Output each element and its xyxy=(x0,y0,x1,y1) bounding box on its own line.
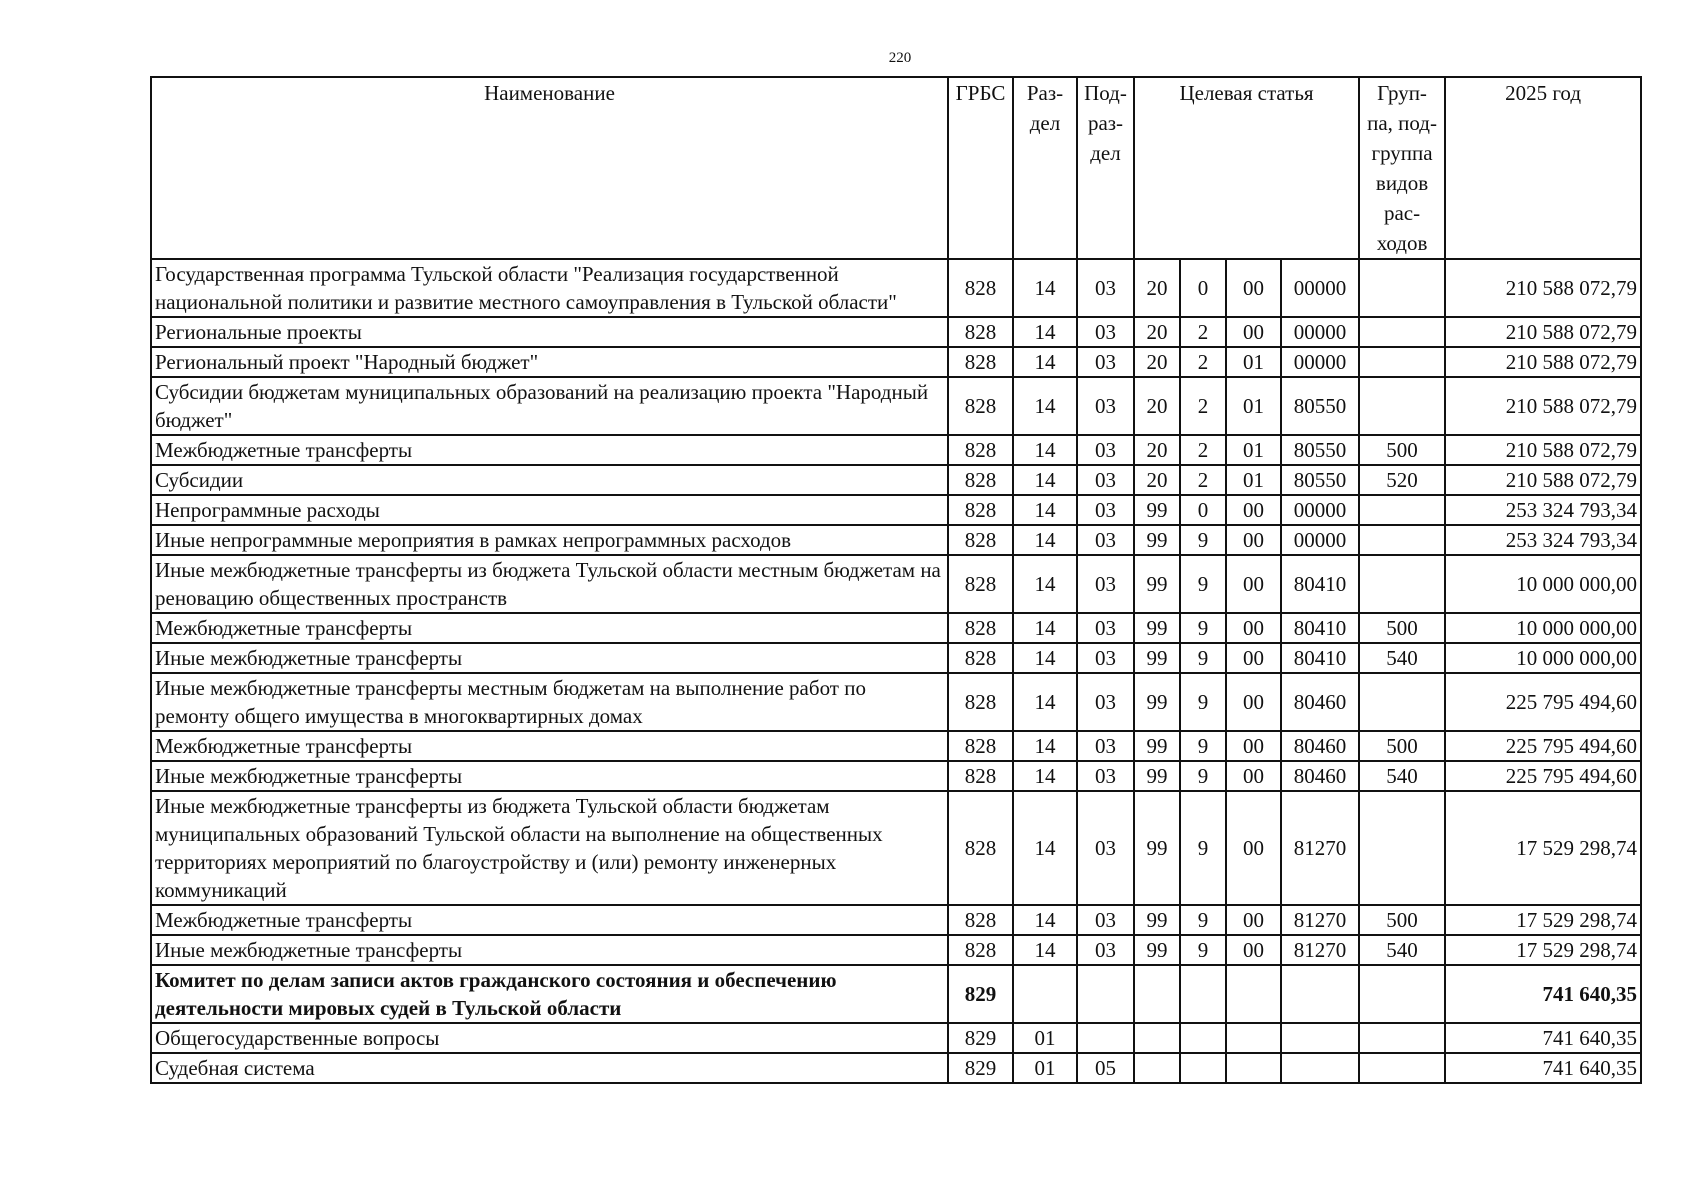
row-name: Иные межбюджетные трансферты xyxy=(151,935,948,965)
row-name: Межбюджетные трансферты xyxy=(151,905,948,935)
row-grbs: 828 xyxy=(948,673,1013,731)
row-target-type: 9 xyxy=(1180,525,1226,555)
budget-table xyxy=(150,76,1642,1084)
row-expense-group: 540 xyxy=(1359,761,1445,791)
row-podrazdel: 03 xyxy=(1077,259,1134,317)
table-row xyxy=(151,1023,1641,1053)
row-target-subtype: 00 xyxy=(1226,525,1281,555)
row-target-code: 81270 xyxy=(1281,935,1359,965)
row-target-program: 20 xyxy=(1134,377,1180,435)
row-razdel: 14 xyxy=(1013,905,1077,935)
row-podrazdel: 03 xyxy=(1077,613,1134,643)
row-razdel: 14 xyxy=(1013,555,1077,613)
row-target-type: 9 xyxy=(1180,613,1226,643)
row-target-program: 99 xyxy=(1134,495,1180,525)
row-name: Иные межбюджетные трансферты xyxy=(151,761,948,791)
row-target-type: 9 xyxy=(1180,761,1226,791)
row-target-program: 99 xyxy=(1134,905,1180,935)
row-target-program: 20 xyxy=(1134,347,1180,377)
row-grbs: 828 xyxy=(948,791,1013,905)
row-amount: 210 588 072,79 xyxy=(1445,465,1641,495)
table-row xyxy=(151,935,1641,965)
row-grbs: 828 xyxy=(948,643,1013,673)
table-row xyxy=(151,347,1641,377)
header-expense-group: Груп- па, под- группа видов рас- ходов xyxy=(1359,77,1445,259)
row-grbs: 828 xyxy=(948,555,1013,613)
row-amount: 17 529 298,74 xyxy=(1445,905,1641,935)
row-expense-group xyxy=(1359,377,1445,435)
row-razdel xyxy=(1013,965,1077,1023)
row-target-code: 81270 xyxy=(1281,905,1359,935)
row-target-program: 99 xyxy=(1134,643,1180,673)
row-razdel: 14 xyxy=(1013,673,1077,731)
row-razdel: 14 xyxy=(1013,935,1077,965)
row-target-code: 80460 xyxy=(1281,673,1359,731)
row-podrazdel: 03 xyxy=(1077,377,1134,435)
row-grbs: 828 xyxy=(948,495,1013,525)
row-name: Межбюджетные трансферты xyxy=(151,613,948,643)
row-target-program: 99 xyxy=(1134,761,1180,791)
table-row xyxy=(151,435,1641,465)
row-expense-group xyxy=(1359,347,1445,377)
row-expense-group: 540 xyxy=(1359,935,1445,965)
row-target-code: 80550 xyxy=(1281,377,1359,435)
row-podrazdel: 03 xyxy=(1077,935,1134,965)
row-target-subtype: 01 xyxy=(1226,347,1281,377)
row-grbs: 828 xyxy=(948,761,1013,791)
row-razdel: 14 xyxy=(1013,259,1077,317)
row-target-program: 99 xyxy=(1134,731,1180,761)
row-grbs: 829 xyxy=(948,965,1013,1023)
row-expense-group xyxy=(1359,555,1445,613)
row-grbs: 828 xyxy=(948,435,1013,465)
row-amount: 225 795 494,60 xyxy=(1445,761,1641,791)
table-header-row xyxy=(151,77,1641,259)
table-row xyxy=(151,673,1641,731)
row-target-type xyxy=(1180,965,1226,1023)
row-target-code xyxy=(1281,1023,1359,1053)
row-podrazdel: 05 xyxy=(1077,1053,1134,1083)
row-target-type: 9 xyxy=(1180,643,1226,673)
table-row xyxy=(151,377,1641,435)
row-expense-group xyxy=(1359,317,1445,347)
row-expense-group: 500 xyxy=(1359,613,1445,643)
row-target-subtype xyxy=(1226,1023,1281,1053)
row-target-type: 2 xyxy=(1180,465,1226,495)
row-razdel: 14 xyxy=(1013,761,1077,791)
row-target-program xyxy=(1134,1053,1180,1083)
table-row xyxy=(151,317,1641,347)
row-expense-group xyxy=(1359,495,1445,525)
row-amount: 10 000 000,00 xyxy=(1445,643,1641,673)
row-podrazdel: 03 xyxy=(1077,761,1134,791)
row-target-code xyxy=(1281,965,1359,1023)
row-target-subtype: 00 xyxy=(1226,905,1281,935)
row-target-subtype: 01 xyxy=(1226,465,1281,495)
row-name: Межбюджетные трансферты xyxy=(151,731,948,761)
row-target-code xyxy=(1281,1053,1359,1083)
row-target-program: 99 xyxy=(1134,555,1180,613)
row-target-code: 80550 xyxy=(1281,435,1359,465)
header-name: Наименование xyxy=(151,77,948,259)
row-target-type: 9 xyxy=(1180,555,1226,613)
row-podrazdel: 03 xyxy=(1077,347,1134,377)
row-expense-group xyxy=(1359,673,1445,731)
row-amount: 17 529 298,74 xyxy=(1445,935,1641,965)
row-podrazdel: 03 xyxy=(1077,731,1134,761)
row-amount: 741 640,35 xyxy=(1445,1053,1641,1083)
row-target-type xyxy=(1180,1023,1226,1053)
row-target-subtype: 00 xyxy=(1226,935,1281,965)
row-grbs: 828 xyxy=(948,905,1013,935)
row-name: Региональные проекты xyxy=(151,317,948,347)
table-row xyxy=(151,495,1641,525)
row-podrazdel: 03 xyxy=(1077,317,1134,347)
row-target-program: 99 xyxy=(1134,791,1180,905)
table-row xyxy=(151,761,1641,791)
row-target-code: 00000 xyxy=(1281,525,1359,555)
row-amount: 10 000 000,00 xyxy=(1445,555,1641,613)
table-row xyxy=(151,731,1641,761)
row-grbs: 828 xyxy=(948,731,1013,761)
row-target-program: 20 xyxy=(1134,435,1180,465)
row-target-subtype: 00 xyxy=(1226,613,1281,643)
row-amount: 741 640,35 xyxy=(1445,965,1641,1023)
row-target-program: 99 xyxy=(1134,673,1180,731)
row-podrazdel: 03 xyxy=(1077,495,1134,525)
row-target-code: 00000 xyxy=(1281,259,1359,317)
row-expense-group: 520 xyxy=(1359,465,1445,495)
row-expense-group xyxy=(1359,791,1445,905)
row-name: Государственная программа Тульской области "Реализация государственной национальной политики и развитие местного самоуправления в Тульской области" xyxy=(151,259,948,317)
table-row xyxy=(151,905,1641,935)
table-body xyxy=(151,259,1641,1083)
page-number: 220 xyxy=(888,50,912,66)
row-target-subtype: 01 xyxy=(1226,377,1281,435)
row-expense-group: 540 xyxy=(1359,643,1445,673)
row-amount: 210 588 072,79 xyxy=(1445,317,1641,347)
row-amount: 225 795 494,60 xyxy=(1445,673,1641,731)
row-name: Иные межбюджетные трансферты из бюджета Тульской области бюджетам муниципальных образований Тульской области на выполнение на общественных территориях мероприятий по благоустройству и (или) ремонту инженерных коммуникаций xyxy=(151,791,948,905)
row-grbs: 828 xyxy=(948,525,1013,555)
table-row xyxy=(151,791,1641,905)
table-row xyxy=(151,613,1641,643)
row-podrazdel: 03 xyxy=(1077,673,1134,731)
row-target-program: 99 xyxy=(1134,935,1180,965)
row-amount: 741 640,35 xyxy=(1445,1023,1641,1053)
row-podrazdel xyxy=(1077,1023,1134,1053)
row-target-type: 9 xyxy=(1180,731,1226,761)
row-target-type: 9 xyxy=(1180,673,1226,731)
row-target-subtype: 00 xyxy=(1226,731,1281,761)
row-amount: 253 324 793,34 xyxy=(1445,495,1641,525)
table-row xyxy=(151,555,1641,613)
row-razdel: 14 xyxy=(1013,791,1077,905)
header-razdel: Раз- дел xyxy=(1013,77,1077,259)
row-target-program xyxy=(1134,1023,1180,1053)
row-amount: 225 795 494,60 xyxy=(1445,731,1641,761)
row-grbs: 828 xyxy=(948,259,1013,317)
header-grbs: ГРБС xyxy=(948,77,1013,259)
row-grbs: 828 xyxy=(948,347,1013,377)
row-expense-group xyxy=(1359,1053,1445,1083)
row-amount: 210 588 072,79 xyxy=(1445,259,1641,317)
row-target-type: 0 xyxy=(1180,259,1226,317)
table-row xyxy=(151,965,1641,1023)
row-razdel: 14 xyxy=(1013,643,1077,673)
row-amount: 210 588 072,79 xyxy=(1445,347,1641,377)
row-podrazdel: 03 xyxy=(1077,435,1134,465)
header-podrazdel: Под- раз- дел xyxy=(1077,77,1134,259)
row-amount: 17 529 298,74 xyxy=(1445,791,1641,905)
row-expense-group xyxy=(1359,1023,1445,1053)
row-target-subtype: 00 xyxy=(1226,643,1281,673)
row-podrazdel: 03 xyxy=(1077,555,1134,613)
row-target-type: 2 xyxy=(1180,347,1226,377)
row-name: Непрограммные расходы xyxy=(151,495,948,525)
row-target-type: 0 xyxy=(1180,495,1226,525)
row-target-code: 00000 xyxy=(1281,317,1359,347)
row-razdel: 14 xyxy=(1013,317,1077,347)
row-target-program: 99 xyxy=(1134,525,1180,555)
row-amount: 10 000 000,00 xyxy=(1445,613,1641,643)
header-target-article: Целевая статья xyxy=(1134,77,1359,259)
row-target-subtype: 00 xyxy=(1226,259,1281,317)
row-razdel: 14 xyxy=(1013,465,1077,495)
header-year-2025: 2025 год xyxy=(1445,77,1641,259)
row-name: Иные межбюджетные трансферты из бюджета Тульской области местным бюджетам на реновацию общественных пространств xyxy=(151,555,948,613)
row-target-program: 99 xyxy=(1134,613,1180,643)
row-target-subtype: 00 xyxy=(1226,495,1281,525)
row-target-subtype xyxy=(1226,1053,1281,1083)
row-grbs: 828 xyxy=(948,317,1013,347)
row-amount: 210 588 072,79 xyxy=(1445,377,1641,435)
table-row xyxy=(151,1053,1641,1083)
row-grbs: 828 xyxy=(948,613,1013,643)
row-podrazdel: 03 xyxy=(1077,905,1134,935)
row-name: Общегосударственные вопросы xyxy=(151,1023,948,1053)
row-name: Субсидии xyxy=(151,465,948,495)
row-expense-group xyxy=(1359,525,1445,555)
row-name: Иные непрограммные мероприятия в рамках непрограммных расходов xyxy=(151,525,948,555)
row-target-code: 80410 xyxy=(1281,613,1359,643)
row-razdel: 14 xyxy=(1013,613,1077,643)
row-razdel: 14 xyxy=(1013,525,1077,555)
row-name: Судебная система xyxy=(151,1053,948,1083)
table-row xyxy=(151,525,1641,555)
row-podrazdel: 03 xyxy=(1077,465,1134,495)
row-target-subtype: 01 xyxy=(1226,435,1281,465)
table-row xyxy=(151,465,1641,495)
row-target-program: 20 xyxy=(1134,465,1180,495)
row-razdel: 14 xyxy=(1013,377,1077,435)
row-target-code: 00000 xyxy=(1281,495,1359,525)
row-expense-group xyxy=(1359,259,1445,317)
row-amount: 210 588 072,79 xyxy=(1445,435,1641,465)
row-target-code: 80410 xyxy=(1281,643,1359,673)
row-target-program: 20 xyxy=(1134,259,1180,317)
row-target-code: 80550 xyxy=(1281,465,1359,495)
row-razdel: 01 xyxy=(1013,1053,1077,1083)
row-target-subtype: 00 xyxy=(1226,761,1281,791)
row-target-subtype: 00 xyxy=(1226,317,1281,347)
row-podrazdel xyxy=(1077,965,1134,1023)
row-podrazdel: 03 xyxy=(1077,791,1134,905)
row-name: Комитет по делам записи актов гражданского состояния и обеспечению деятельности мировых судей в Тульской области xyxy=(151,965,948,1023)
row-target-type: 2 xyxy=(1180,435,1226,465)
row-target-subtype: 00 xyxy=(1226,673,1281,731)
row-target-program xyxy=(1134,965,1180,1023)
row-target-code: 80460 xyxy=(1281,761,1359,791)
row-expense-group: 500 xyxy=(1359,905,1445,935)
table-row xyxy=(151,259,1641,317)
row-razdel: 14 xyxy=(1013,435,1077,465)
row-target-subtype xyxy=(1226,965,1281,1023)
row-grbs: 828 xyxy=(948,935,1013,965)
row-target-code: 80460 xyxy=(1281,731,1359,761)
row-name: Субсидии бюджетам муниципальных образований на реализацию проекта "Народный бюджет" xyxy=(151,377,948,435)
row-grbs: 828 xyxy=(948,465,1013,495)
row-expense-group: 500 xyxy=(1359,731,1445,761)
row-podrazdel: 03 xyxy=(1077,525,1134,555)
table-row xyxy=(151,643,1641,673)
row-target-type: 2 xyxy=(1180,317,1226,347)
row-name: Межбюджетные трансферты xyxy=(151,435,948,465)
row-target-subtype: 00 xyxy=(1226,555,1281,613)
row-target-subtype: 00 xyxy=(1226,791,1281,905)
row-grbs: 829 xyxy=(948,1053,1013,1083)
row-expense-group xyxy=(1359,965,1445,1023)
row-target-type: 9 xyxy=(1180,791,1226,905)
row-grbs: 828 xyxy=(948,377,1013,435)
row-podrazdel: 03 xyxy=(1077,643,1134,673)
row-target-code: 81270 xyxy=(1281,791,1359,905)
row-razdel: 01 xyxy=(1013,1023,1077,1053)
row-name: Иные межбюджетные трансферты xyxy=(151,643,948,673)
row-target-type xyxy=(1180,1053,1226,1083)
row-razdel: 14 xyxy=(1013,347,1077,377)
row-target-code: 80410 xyxy=(1281,555,1359,613)
row-name: Иные межбюджетные трансферты местным бюджетам на выполнение работ по ремонту общего имущества в многоквартирных домах xyxy=(151,673,948,731)
row-target-type: 9 xyxy=(1180,935,1226,965)
row-razdel: 14 xyxy=(1013,495,1077,525)
row-target-type: 2 xyxy=(1180,377,1226,435)
row-target-code: 00000 xyxy=(1281,347,1359,377)
row-target-program: 20 xyxy=(1134,317,1180,347)
row-name: Региональный проект "Народный бюджет" xyxy=(151,347,948,377)
row-amount: 253 324 793,34 xyxy=(1445,525,1641,555)
row-razdel: 14 xyxy=(1013,731,1077,761)
row-grbs: 829 xyxy=(948,1023,1013,1053)
row-expense-group: 500 xyxy=(1359,435,1445,465)
row-target-type: 9 xyxy=(1180,905,1226,935)
